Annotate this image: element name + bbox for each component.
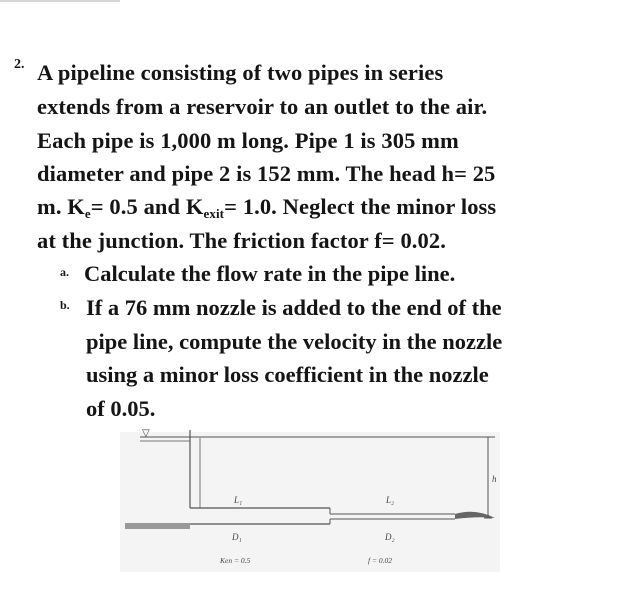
problem-line-1: A pipeline consisting of two pipes in series bbox=[37, 60, 444, 85]
problem-line-6: at the junction. The friction factor f= 0.02. bbox=[37, 228, 446, 253]
line5-after: = 1.0. Neglect the minor loss bbox=[224, 194, 497, 219]
ke-subscript: e bbox=[84, 206, 91, 221]
problem-line-5 bbox=[37, 194, 496, 220]
part-a-label: a. bbox=[60, 265, 69, 279]
line5-before: m. K bbox=[37, 194, 85, 219]
part-a-text: Calculate the flow rate in the pipe line. bbox=[84, 261, 456, 286]
reservoir-bottom bbox=[125, 523, 190, 529]
problem-line-4: diameter and pipe 2 is 152 mm. The head h= 25 bbox=[37, 161, 496, 186]
D2-label: D₂ bbox=[385, 532, 395, 542]
water-level-symbol: ▽ bbox=[142, 428, 150, 439]
part-b-line-3: using a minor loss coefficient in the nozzle bbox=[86, 362, 489, 387]
D1-label: D₁ bbox=[232, 532, 242, 542]
L1-label: L₁ bbox=[234, 495, 243, 505]
head-label: h bbox=[492, 474, 497, 484]
ken-label: Ken = 0.5 bbox=[220, 556, 251, 565]
problem-line-2: extends from a reservoir to an outlet to the air. bbox=[37, 94, 488, 119]
problem-line-3: Each pipe is 1,000 m long. Pipe 1 is 305 mm bbox=[37, 128, 459, 153]
pipeline-diagram bbox=[0, 420, 631, 597]
line5-middle: = 0.5 and K bbox=[90, 194, 204, 219]
part-b-line-1: If a 76 mm nozzle is added to the end of the bbox=[86, 295, 502, 320]
kexit-subscript: exit bbox=[203, 206, 225, 221]
question-number: 2. bbox=[14, 57, 25, 72]
top-rule bbox=[0, 0, 120, 2]
part-b-line-4: of 0.05. bbox=[86, 396, 156, 421]
part-b-label: b. bbox=[60, 298, 70, 312]
friction-label: f = 0.02 bbox=[368, 556, 393, 565]
L2-label: L₂ bbox=[386, 495, 395, 505]
part-b-line-2: pipe line, compute the velocity in the nozzle bbox=[86, 329, 503, 354]
diagram-background bbox=[120, 432, 500, 572]
